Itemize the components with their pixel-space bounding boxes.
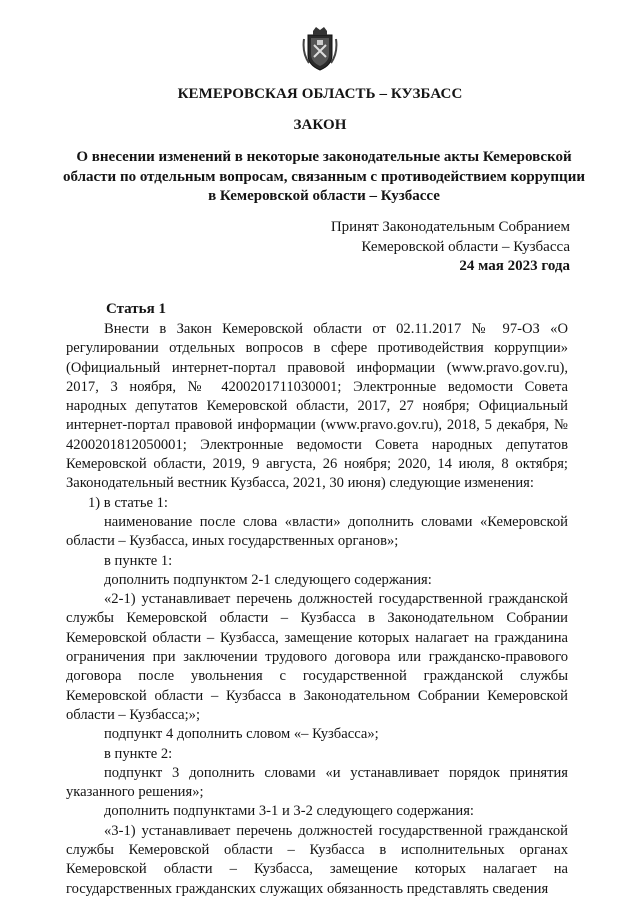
paragraph: «3-1) устанавливает перечень должностей государственной гражданской службы Кемеровской области – Кузбасса в исполнительных органах Кемеровской области – Кузбасса, замещение которых налагает на государственных гражданских служащих обязанность представлять сведения xyxy=(66,822,568,897)
paragraph: 1) в статье 1: xyxy=(88,494,168,511)
adoption-line-1: Принят Законодательным Собранием xyxy=(330,219,570,235)
document-type: ЗАКОН xyxy=(293,117,347,133)
paragraph: Внести в Закон Кемеровской области от 02.11.2017 № 97-ОЗ «О регулировании отдельных вопросов в сфере противодействия коррупции» (Официальный интернет-портал правовой информации (www.pravo.gov.ru), 2017, 3 ноября, № 4200201711030001; Электронные ведомости Совета народных депутатов Кемеровской области, 2017, 27 ноября; Официальный интернет-портал правовой информации (www.pravo.gov.ru), 2018, 5 декабря, № 4200201812050001; Электронные ведомости Совета народных депутатов Кемеровской области, 2019, 9 августа, 26 ноября; 2020, 14 июля, 8 октября; Законодательный вестник Кузбасса, 2021, 30 июня) следующие изменения: xyxy=(66,321,568,492)
law-title: О внесении изменений в некоторые законодательные акты Кемеровской области по отдельным вопросам, связанным с противодействием коррупции в Кемеровской области – Кузбассе xyxy=(62,149,585,204)
paragraph: подпункт 4 дополнить словом «– Кузбасса»; xyxy=(104,726,379,743)
paragraph: в пункте 2: xyxy=(104,745,173,762)
article-heading: Статья 1 xyxy=(106,301,166,317)
paragraph: дополнить подпунктом 2-1 следующего содержания: xyxy=(104,571,432,588)
adoption-block xyxy=(331,218,570,277)
paragraph: в пункте 1: xyxy=(104,552,173,569)
adoption-line-2: Кемеровской области – Кузбасса xyxy=(361,238,570,255)
paragraph: наименование после слова «власти» дополнить словами «Кемеровской области – Кузбасса, иных государственных органов»; xyxy=(66,513,568,550)
region-heading: КЕМЕРОВСКАЯ ОБЛАСТЬ – КУЗБАСС xyxy=(177,86,463,102)
adoption-date: 24 мая 2023 года xyxy=(459,258,570,274)
paragraph: «2-1) устанавливает перечень должностей государственной гражданской службы Кемеровской области – Кузбасса в Законодательном Собрании Кемеровской области – Кузбасса, замещение которых налагает на гражданина ограничения при заключении трудового договора или гражданско-правового договора после увольнения с государственной гражданской службы Кемеровской области – Кузбасса в Законодательном Собрании Кемеровской области – Кузбасса;»; xyxy=(66,591,568,723)
article-body xyxy=(66,320,568,899)
coat-of-arms-icon xyxy=(301,25,339,73)
paragraph: подпункт 3 дополнить словами «и устанавливает порядок принятия указанного решения»; xyxy=(66,764,568,801)
paragraph: дополнить подпунктами 3-1 и 3-2 следующего содержания: xyxy=(104,803,474,820)
